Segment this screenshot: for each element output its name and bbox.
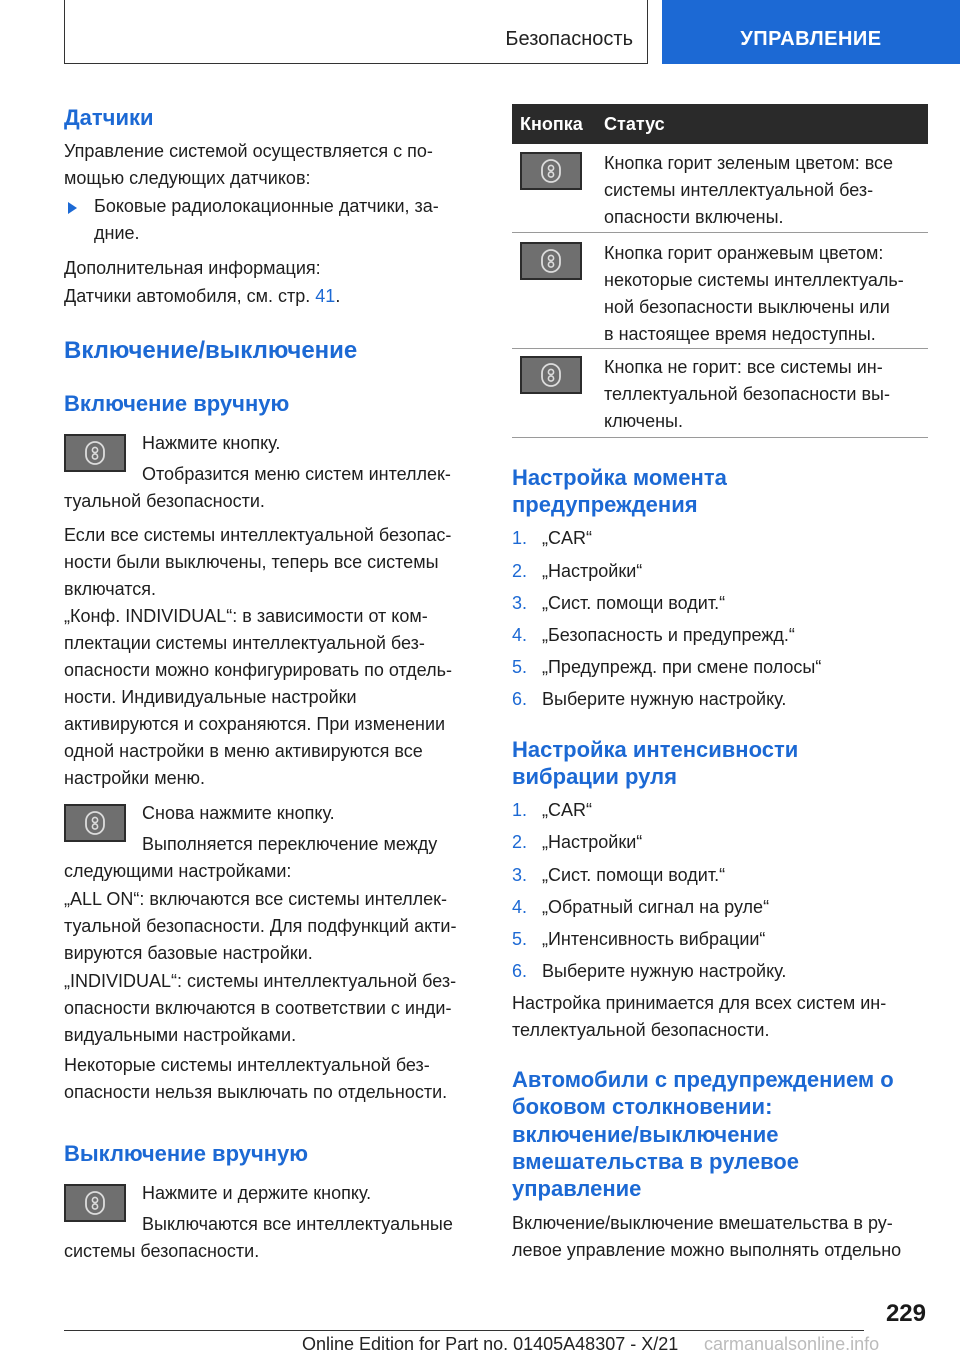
- edition-text: Online Edition for Part no. 01405A48307 - X/21: [302, 1334, 679, 1354]
- watermark: carmanualsonline.info: [704, 1334, 880, 1354]
- chapter-tab[interactable]: УПРАВЛЕНИЕ: [662, 0, 960, 64]
- individual-7: настройки меню.: [64, 768, 206, 788]
- bullet-text-2: дние.: [94, 223, 140, 243]
- warn-time-heading-2: предупреждения: [512, 492, 698, 517]
- table-divider: [512, 232, 928, 233]
- indiv-mode-3: видуальными настройками.: [64, 1025, 297, 1045]
- reference-page-link[interactable]: 41: [315, 286, 336, 306]
- table-divider: [512, 437, 928, 438]
- indiv-mode-1: „INDIVIDUAL“: системы интеллектуальной без-: [64, 971, 457, 991]
- bullet-text-1: Боковые радиолокационные датчики, за-: [94, 196, 439, 216]
- step-text: Выберите нужную настройку.: [542, 961, 787, 981]
- step-text: „Обратный сигнал на руле“: [542, 897, 770, 917]
- onoff-heading: Включение/выключение: [64, 337, 358, 364]
- switching-2: следующими настройками:: [64, 861, 292, 881]
- col-status-header: Статус: [604, 114, 665, 134]
- intelligent-safety-icon: [85, 441, 105, 465]
- press-button-text: Нажмите кнопку.: [142, 433, 281, 453]
- menu-shown-2: туальной безопасности.: [64, 491, 265, 511]
- off-text-2: системы безопасности.: [64, 1241, 260, 1261]
- all-on-3: вируются базовые настройки.: [64, 943, 313, 963]
- footer-divider: [64, 1330, 864, 1331]
- step-number: 1.: [512, 800, 528, 820]
- safety-button-image: [64, 804, 126, 842]
- cars-text-1: Включение/выключение вмешательства в ру-: [512, 1213, 893, 1233]
- status-button-image: [520, 242, 582, 280]
- step-number: 6.: [512, 689, 528, 709]
- switching-1: Выполняется переключение между: [142, 834, 438, 854]
- step-text: „Настройки“: [542, 832, 643, 852]
- table-row-2-line-4: в настоящее время недоступны.: [604, 324, 876, 344]
- page-number: 229: [885, 1300, 926, 1327]
- step-text: „CAR“: [542, 528, 592, 548]
- applies-2: теллектуальной безопасности.: [512, 1020, 770, 1040]
- sensors-text-1: Управление системой осуществляется с по-: [64, 141, 433, 161]
- safety-button-image: [64, 1184, 126, 1222]
- sensors-text-2: мощью следующих датчиков:: [64, 168, 311, 188]
- table-row-3-line-2: теллектуальной безопасности вы-: [604, 384, 890, 404]
- applies-1: Настройка принимается для всех систем ин-: [512, 993, 887, 1013]
- status-button-image: [520, 356, 582, 394]
- press-again-text: Снова нажмите кнопку.: [142, 803, 335, 823]
- step-text: „CAR“: [542, 800, 592, 820]
- off-text-1: Выключаются все интеллектуальные: [142, 1214, 453, 1234]
- step-number: 3.: [512, 593, 528, 613]
- step-number: 1.: [512, 528, 528, 548]
- step-text: „Интенсивность вибрации“: [542, 929, 766, 949]
- individual-1: „Конф. INDIVIDUAL“: в зависимости от ком-: [64, 606, 428, 626]
- table-row-1-line-1: Кнопка горит зеленым цветом: все: [604, 153, 894, 173]
- step-text: „Сист. помощи водит.“: [542, 593, 726, 613]
- all-off-3: включатся.: [64, 579, 157, 599]
- cars-heading-3: включение/выключение: [512, 1122, 779, 1147]
- reference-end: .: [335, 286, 341, 306]
- cars-heading-4: вмешательства в рулевое: [512, 1149, 799, 1174]
- intelligent-safety-icon: [541, 249, 561, 273]
- table-row-2-line-1: Кнопка горит оранжевым цветом:: [604, 243, 884, 263]
- intelligent-safety-icon: [541, 159, 561, 183]
- step-number: 5.: [512, 657, 528, 677]
- step-text: Выберите нужную настройку.: [542, 689, 787, 709]
- bullet-arrow-icon: [68, 202, 77, 214]
- table-row-1-line-3: опасности включены.: [604, 207, 784, 227]
- status-table-header: [512, 104, 928, 144]
- intelligent-safety-icon: [541, 363, 561, 387]
- step-text: „Сист. помощи водит.“: [542, 865, 726, 885]
- all-off-2: ности были выключены, теперь все системы: [64, 552, 439, 572]
- table-row-1-line-2: системы интеллектуальной без-: [604, 180, 874, 200]
- step-text: „Настройки“: [542, 561, 643, 581]
- manual-on-heading: Включение вручную: [64, 391, 290, 416]
- step-number: 5.: [512, 929, 528, 949]
- intelligent-safety-icon: [85, 811, 105, 835]
- status-button-image: [520, 152, 582, 190]
- individual-4: ности. Индивидуальные настройки: [64, 687, 357, 707]
- step-number: 6.: [512, 961, 528, 981]
- safety-button-image: [64, 434, 126, 472]
- all-on-1: „ALL ON“: включаются все системы интеллек-: [64, 889, 448, 909]
- cars-heading-1: Автомобили с предупреждением о: [512, 1067, 894, 1092]
- cars-heading-2: боковом столкновении:: [512, 1094, 773, 1119]
- individual-3: опасности можно конфигурировать по отдель-: [64, 660, 452, 680]
- step-number: 2.: [512, 561, 528, 581]
- all-off-1: Если все системы интеллектуальной безопас-: [64, 525, 452, 545]
- header-frame: [64, 0, 648, 64]
- step-number: 4.: [512, 897, 528, 917]
- vibration-heading-2: вибрации руля: [512, 764, 677, 789]
- more-info: Дополнительная информация:: [64, 258, 321, 278]
- step-number: 3.: [512, 865, 528, 885]
- manual-off-heading: Выключение вручную: [64, 1141, 309, 1166]
- table-row-2-line-3: ной безопасности выключены или: [604, 297, 890, 317]
- indiv-mode-2: опасности включаются в соответствии с инди-: [64, 998, 452, 1018]
- cars-text-2: левое управление можно выполнять отдельно: [512, 1240, 902, 1260]
- all-on-2: туальной безопасности. Для подфункций акти-: [64, 916, 457, 936]
- vibration-heading-1: Настройка интенсивности: [512, 737, 799, 762]
- table-row-2-line-2: некоторые системы интеллектуаль-: [604, 270, 904, 290]
- individual-5: активируются и сохраняются. При изменении: [64, 714, 446, 734]
- table-row-3-line-1: Кнопка не горит: все системы ин-: [604, 357, 883, 377]
- col-button-header: Кнопка: [520, 114, 583, 134]
- step-text: „Безопасность и предупрежд.“: [542, 625, 795, 645]
- cars-heading-5: управление: [512, 1176, 642, 1201]
- menu-shown-1: Отобразится меню систем интеллек-: [142, 464, 451, 484]
- some-1: Некоторые системы интеллектуальной без-: [64, 1055, 430, 1075]
- reference: [64, 283, 340, 310]
- step-number: 2.: [512, 832, 528, 852]
- individual-2: плектации системы интеллектуальной без-: [64, 633, 425, 653]
- press-hold-text: Нажмите и держите кнопку.: [142, 1183, 372, 1203]
- some-2: опасности нельзя выключать по отдельности.: [64, 1082, 448, 1102]
- section-title: Безопасность: [505, 28, 633, 50]
- table-divider: [512, 348, 928, 349]
- sensors-heading: Датчики: [64, 105, 154, 130]
- step-text: „Предупрежд. при смене полосы“: [542, 657, 822, 677]
- table-row-3-line-3: ключены.: [604, 411, 683, 431]
- reference-text: Датчики автомобиля, см. стр.: [64, 286, 311, 306]
- intelligent-safety-icon: [85, 1191, 105, 1215]
- individual-6: одной настройки в меню активируются все: [64, 741, 423, 761]
- warn-time-heading-1: Настройка момента: [512, 465, 727, 490]
- step-number: 4.: [512, 625, 528, 645]
